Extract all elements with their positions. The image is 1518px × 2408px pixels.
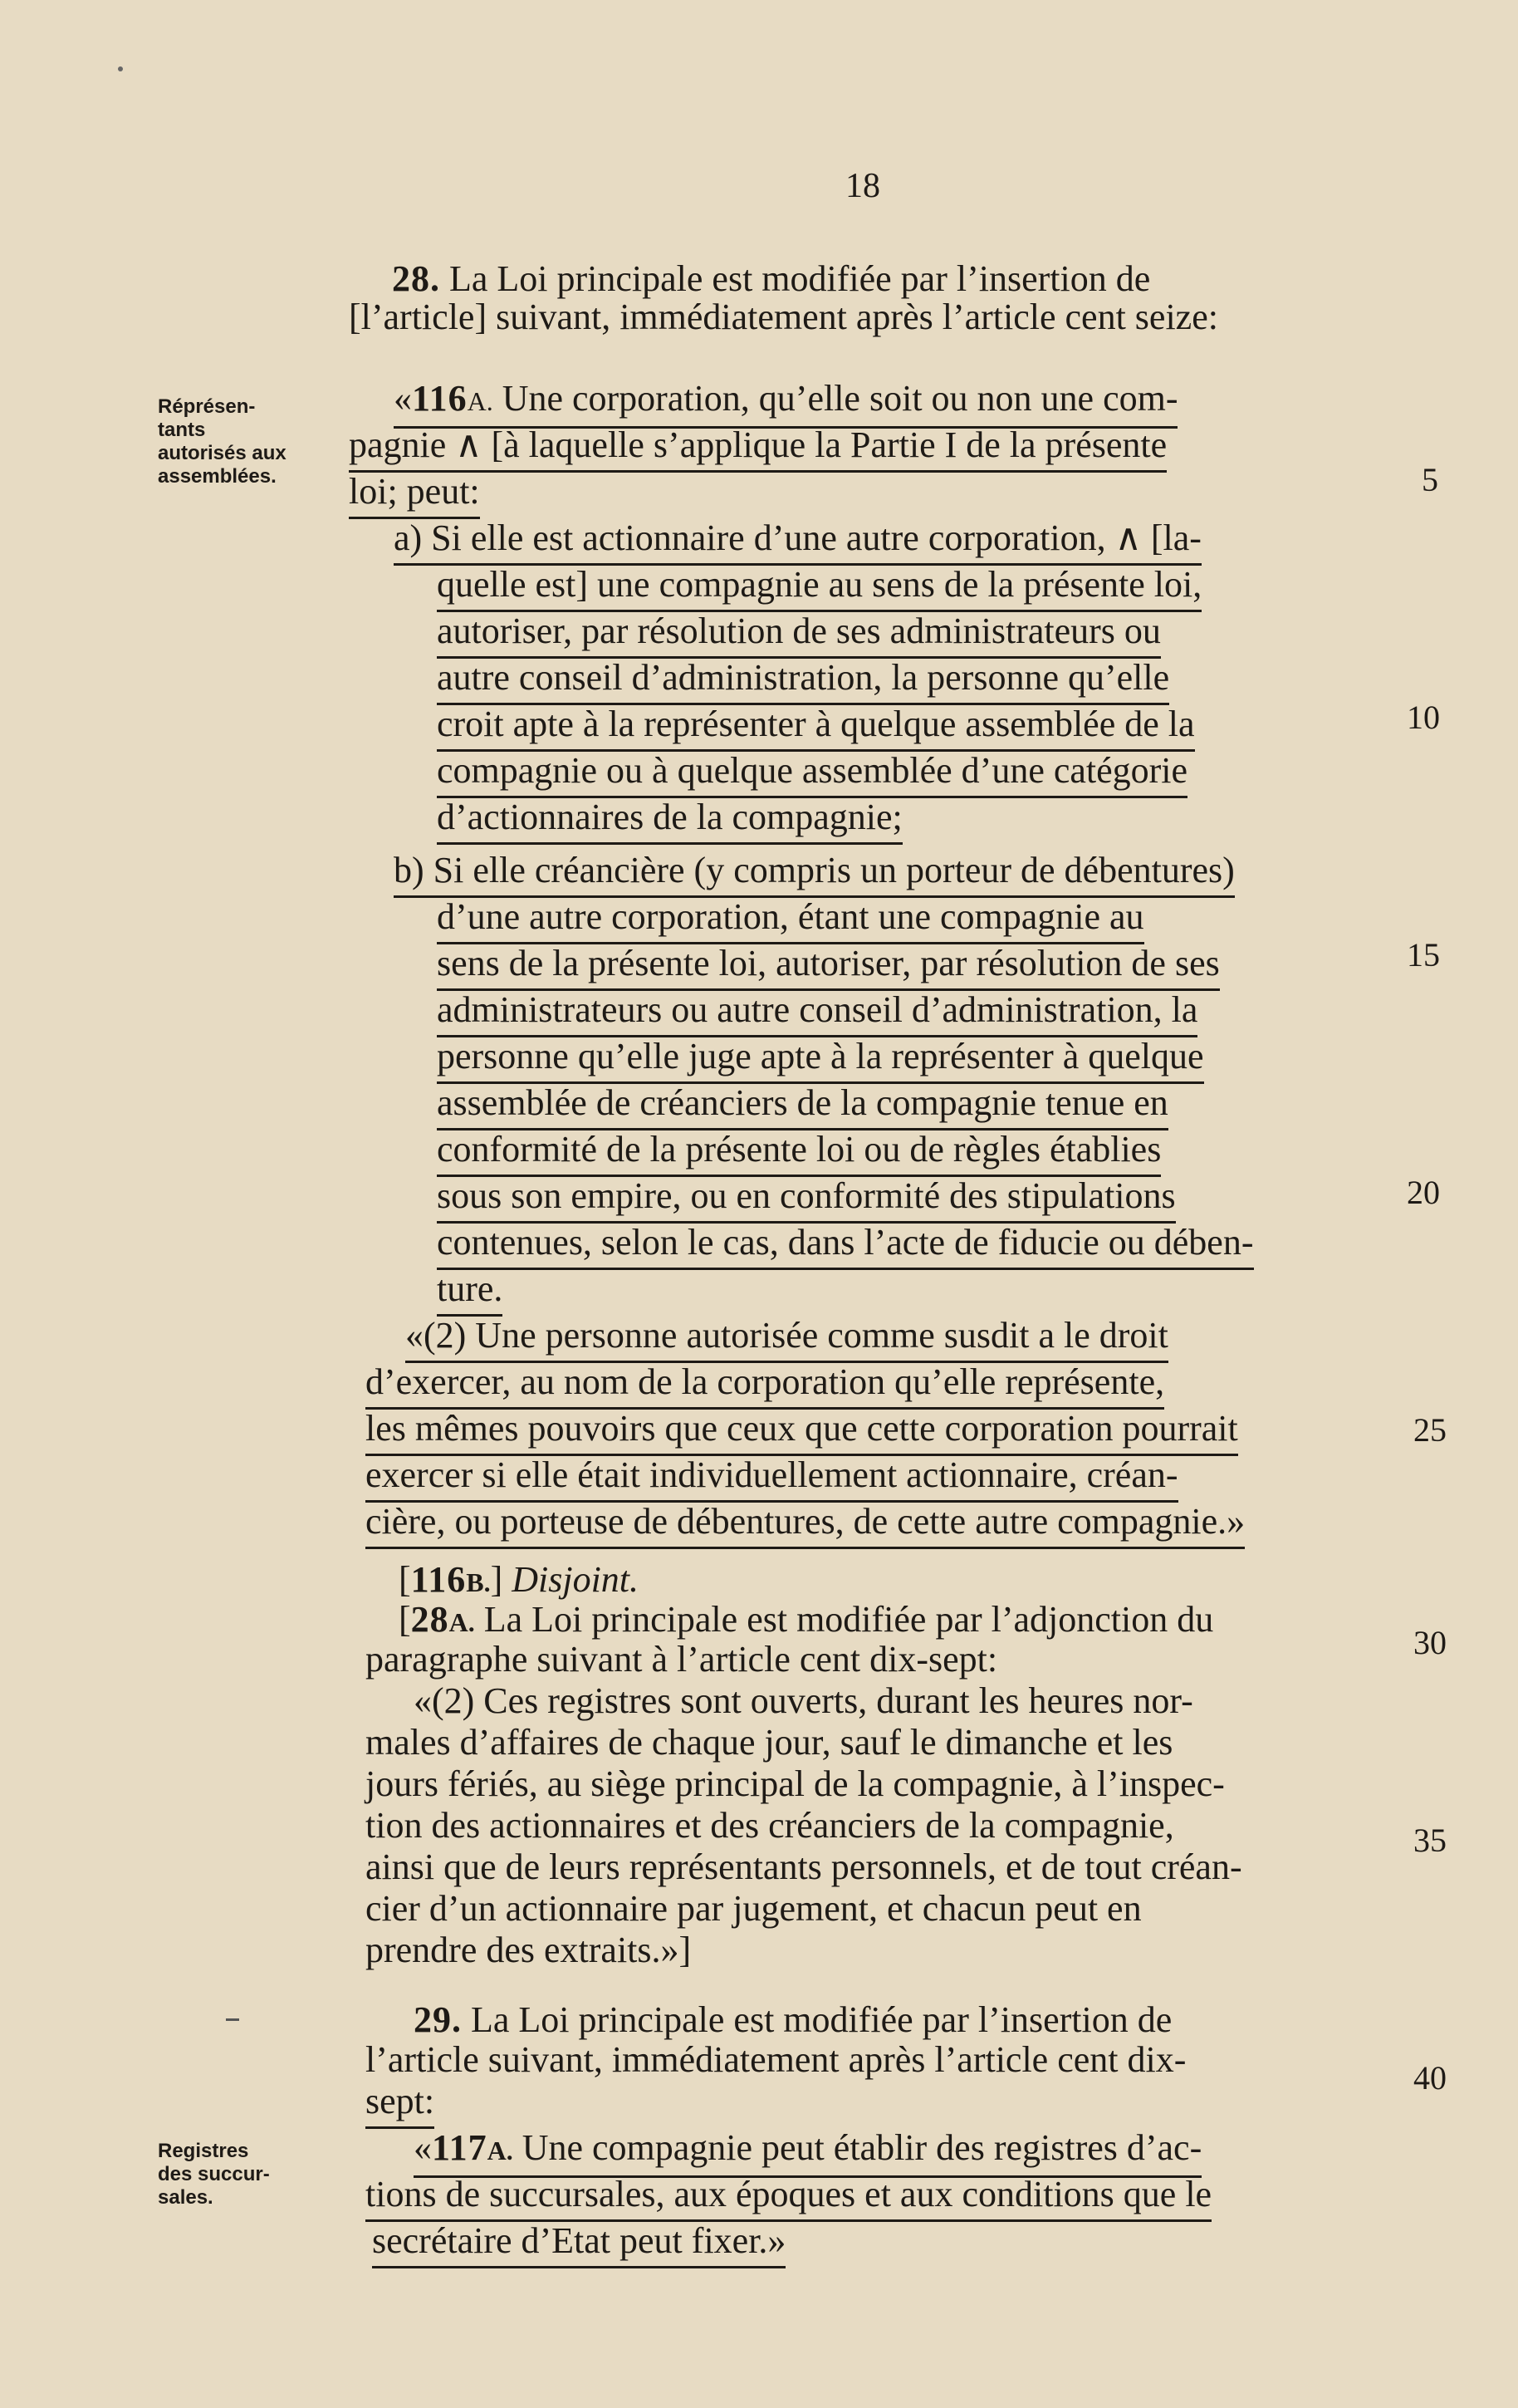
art117a-line-2: tions de succursales, aux époques et aux conditions que le (365, 2173, 1212, 2222)
article-number: 117 (432, 2127, 487, 2168)
line-number-20: 20 (1407, 1174, 1440, 1211)
para-b-line-1: b) Si elle créancière (y compris un porteur de débentures) (394, 849, 1235, 898)
art28a-line-6: tion des actionnaires et des créanciers de la compagnie, (365, 1805, 1174, 1846)
para-b-line-4: administrateurs ou autre conseil d’administration, la (437, 988, 1197, 1037)
para-b-line-9: contenues, selon le cas, dans l’acte de fiducie ou dében- (437, 1221, 1254, 1270)
art28a-line-2: paragraphe suivant à l’article cent dix-sept: (365, 1639, 998, 1680)
art28-line-2: [l’article] suivant, immédiatement après l’article cent seize: (349, 297, 1218, 337)
art28a-line-8: cier d’un actionnaire par jugement, et chacun peut en (365, 1888, 1142, 1929)
line-number-40: 40 (1413, 2059, 1447, 2097)
margin-note-representants: Réprésen- tants autorisés aux assemblées. (158, 395, 286, 488)
subsection-2-line-3: les mêmes pouvoirs que ceux que cette corporation pourrait (365, 1407, 1238, 1456)
art29-line-1: 29. La Loi principale est modifiée par l’insertion de (414, 1999, 1173, 2040)
margin-note-registres: Registres des succur- sales. (158, 2140, 270, 2209)
art117a-line-1: «117A. Une compagnie peut établir des registres d’ac- (414, 2126, 1202, 2178)
art28-line-1: 28. La Loi principale est modifiée par l’insertion de (392, 258, 1151, 299)
para-b-line-6: assemblée de créanciers de la compagnie tenue en (437, 1081, 1168, 1130)
art116a-line-1: «116A. Une corporation, qu’elle soit ou non une com- (394, 377, 1178, 429)
art29-line-3: sept: (365, 2080, 434, 2129)
art116a-line-2: pagnie ∧ [à laquelle s’applique la Partie I de la présente (349, 424, 1167, 473)
art28a-line-9: prendre des extraits.»] (365, 1930, 692, 1970)
line-number-30: 30 (1413, 1624, 1447, 1661)
page-number: 18 (845, 167, 880, 205)
para-b-line-7: conformité de la présente loi ou de règles établies (437, 1128, 1161, 1177)
para-a-line-3: autoriser, par résolution de ses administrateurs ou (437, 610, 1161, 659)
art29-line-2: l’article suivant, immédiatement après l’article cent dix- (365, 2039, 1187, 2080)
para-a-line-1: a) Si elle est actionnaire d’une autre corporation, ∧ [la- (394, 517, 1202, 566)
subsection-2-line-1: «(2) Une personne autorisée comme susdit a le droit (405, 1314, 1168, 1363)
line-number-5: 5 (1422, 461, 1438, 498)
para-a-line-4: autre conseil d’administration, la personne qu’elle (437, 656, 1169, 705)
article-number: 116 (412, 378, 468, 419)
speck-mark (118, 66, 123, 71)
para-a-line-2: quelle est] une compagnie au sens de la présente loi, (437, 563, 1202, 612)
art116b-line: [116B.] Disjoint. (399, 1559, 639, 1600)
art28a-line-7: ainsi que de leurs représentants personnels, et de tout créan- (365, 1846, 1242, 1887)
para-b-line-3: sens de la présente loi, autoriser, par résolution de ses (437, 942, 1220, 991)
para-b-line-5: personne qu’elle juge apte à la représenter à quelque (437, 1035, 1204, 1084)
line-number-35: 35 (1413, 1822, 1447, 1859)
line-number-25: 25 (1413, 1411, 1447, 1449)
article-number: 29. (414, 1999, 462, 2040)
subsection-2-line-4: exercer si elle était individuellement actionnaire, créan- (365, 1454, 1178, 1503)
line-number-10: 10 (1407, 699, 1440, 736)
para-b-line-10: ture. (437, 1268, 502, 1317)
line-number-15: 15 (1407, 936, 1440, 973)
article-number: 28 (410, 1599, 449, 1640)
para-b-line-2: d’une autre corporation, étant une compagnie au (437, 895, 1144, 944)
art28a-line-4: males d’affaires de chaque jour, sauf le dimanche et les (365, 1722, 1173, 1763)
art117a-line-3: secrétaire d’Etat peut fixer.» (372, 2219, 786, 2268)
subsection-2-line-5: cière, ou porteuse de débentures, de cette autre compagnie.» (365, 1500, 1245, 1549)
article-number: 116 (410, 1559, 467, 1600)
art116a-line-3: loi; peut: (349, 470, 480, 519)
art28a-line-1: [28A. La Loi principale est modifiée par l’adjonction du (399, 1599, 1214, 1640)
art28a-line-5: jours fériés, au siège principal de la compagnie, à l’inspec- (365, 1763, 1225, 1804)
para-a-line-5: croit apte à la représenter à quelque assemblée de la (437, 703, 1195, 752)
art28a-line-3: «(2) Ces registres sont ouverts, durant les heures nor- (414, 1680, 1193, 1721)
subsection-2-line-2: d’exercer, au nom de la corporation qu’elle représente, (365, 1361, 1164, 1410)
para-a-line-6: compagnie ou à quelque assemblée d’une catégorie (437, 749, 1187, 798)
para-a-line-7: d’actionnaires de la compagnie; (437, 796, 903, 845)
margin-dash (226, 2018, 239, 2021)
para-b-line-8: sous son empire, ou en conformité des stipulations (437, 1175, 1176, 1224)
article-number: 28. (392, 258, 440, 299)
